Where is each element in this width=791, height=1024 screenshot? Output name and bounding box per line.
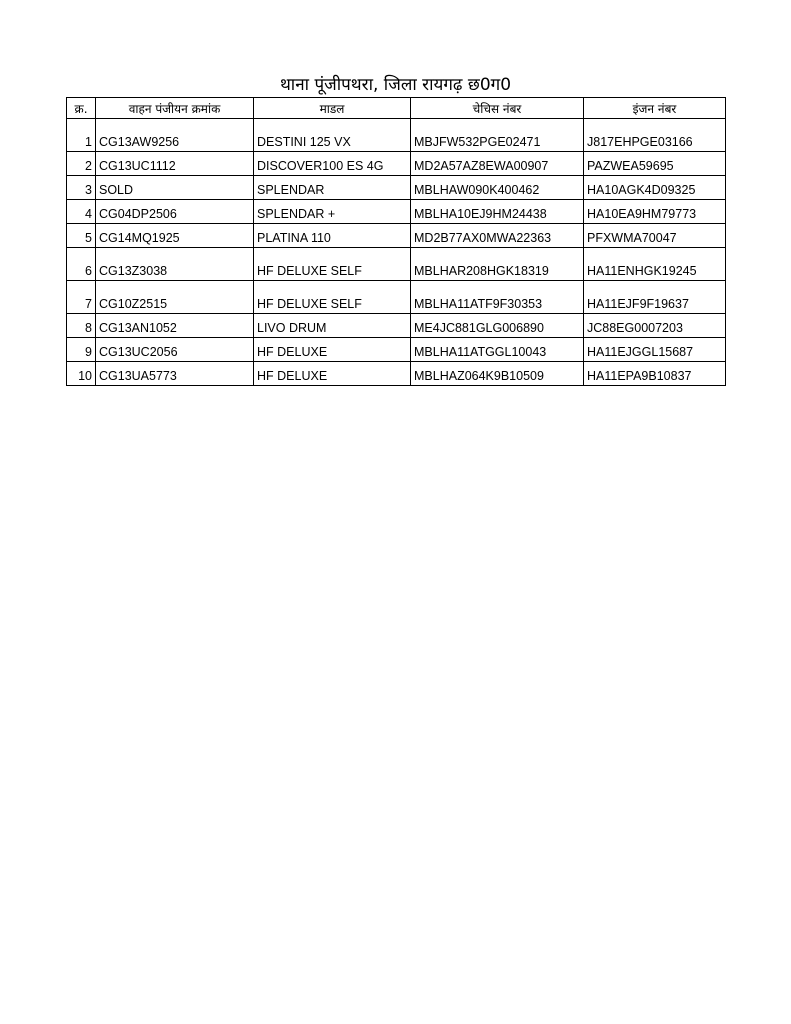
table-row	[67, 200, 726, 224]
cell-chassis: MBLHAR208HGK18319	[411, 248, 584, 281]
cell-serial: 5	[67, 224, 96, 248]
cell-model: LIVO DRUM	[254, 314, 411, 338]
cell-serial: 1	[67, 119, 96, 152]
table-row	[67, 362, 726, 386]
cell-engine: HA11EJGGL15687	[584, 338, 726, 362]
cell-chassis: ME4JC881GLG006890	[411, 314, 584, 338]
header-engine: इंजन नंबर	[584, 98, 726, 119]
cell-serial: 9	[67, 338, 96, 362]
cell-registration: CG13AW9256	[96, 119, 254, 152]
cell-registration: SOLD	[96, 176, 254, 200]
cell-chassis: MBLHA11ATF9F30353	[411, 281, 584, 314]
table-row	[67, 338, 726, 362]
header-chassis: चेचिस नंबर	[411, 98, 584, 119]
cell-engine: JC88EG0007203	[584, 314, 726, 338]
cell-serial: 3	[67, 176, 96, 200]
cell-serial: 4	[67, 200, 96, 224]
document-title: थाना पूंजीपथरा, जिला रायगढ़ छ0ग0	[279, 75, 512, 95]
cell-model: HF DELUXE	[254, 362, 411, 386]
cell-model: HF DELUXE SELF	[254, 248, 411, 281]
cell-serial: 6	[67, 248, 96, 281]
table-header-row	[67, 98, 726, 119]
table-row	[67, 119, 726, 152]
cell-engine: HA10AGK4D09325	[584, 176, 726, 200]
cell-serial: 7	[67, 281, 96, 314]
cell-engine: HA11ENHGK19245	[584, 248, 726, 281]
cell-engine: HA10EA9HM79773	[584, 200, 726, 224]
header-registration: वाहन पंजीयन क्रमांक	[96, 98, 254, 119]
cell-engine: HA11EJF9F19637	[584, 281, 726, 314]
cell-registration: CG04DP2506	[96, 200, 254, 224]
cell-chassis: MBLHA11ATGGL10043	[411, 338, 584, 362]
table-row	[67, 248, 726, 281]
cell-model: SPLENDAR	[254, 176, 411, 200]
cell-registration: CG13UC2056	[96, 338, 254, 362]
table-row	[67, 224, 726, 248]
cell-serial: 10	[67, 362, 96, 386]
table-row	[67, 314, 726, 338]
cell-engine: HA11EPA9B10837	[584, 362, 726, 386]
cell-model: DISCOVER100 ES 4G	[254, 152, 411, 176]
cell-model: SPLENDAR +	[254, 200, 411, 224]
cell-chassis: MBLHA10EJ9HM24438	[411, 200, 584, 224]
cell-engine: PFXWMA70047	[584, 224, 726, 248]
cell-model: PLATINA 110	[254, 224, 411, 248]
table-row	[67, 152, 726, 176]
cell-engine: J817EHPGE03166	[584, 119, 726, 152]
cell-chassis: MD2A57AZ8EWA00907	[411, 152, 584, 176]
cell-registration: CG13AN1052	[96, 314, 254, 338]
cell-model: HF DELUXE SELF	[254, 281, 411, 314]
table-row	[67, 176, 726, 200]
cell-serial: 2	[67, 152, 96, 176]
cell-registration: CG14MQ1925	[96, 224, 254, 248]
cell-serial: 8	[67, 314, 96, 338]
cell-model: DESTINI 125 VX	[254, 119, 411, 152]
cell-model: HF DELUXE	[254, 338, 411, 362]
cell-chassis: MBLHAW090K400462	[411, 176, 584, 200]
cell-registration: CG13Z3038	[96, 248, 254, 281]
cell-chassis: MBJFW532PGE02471	[411, 119, 584, 152]
table-row	[67, 281, 726, 314]
cell-registration: CG13UA5773	[96, 362, 254, 386]
cell-engine: PAZWEA59695	[584, 152, 726, 176]
header-serial: क्र.	[67, 98, 96, 119]
cell-chassis: MD2B77AX0MWA22363	[411, 224, 584, 248]
cell-chassis: MBLHAZ064K9B10509	[411, 362, 584, 386]
vehicle-table	[66, 97, 726, 386]
header-model: माडल	[254, 98, 411, 119]
cell-registration: CG10Z2515	[96, 281, 254, 314]
cell-registration: CG13UC1112	[96, 152, 254, 176]
